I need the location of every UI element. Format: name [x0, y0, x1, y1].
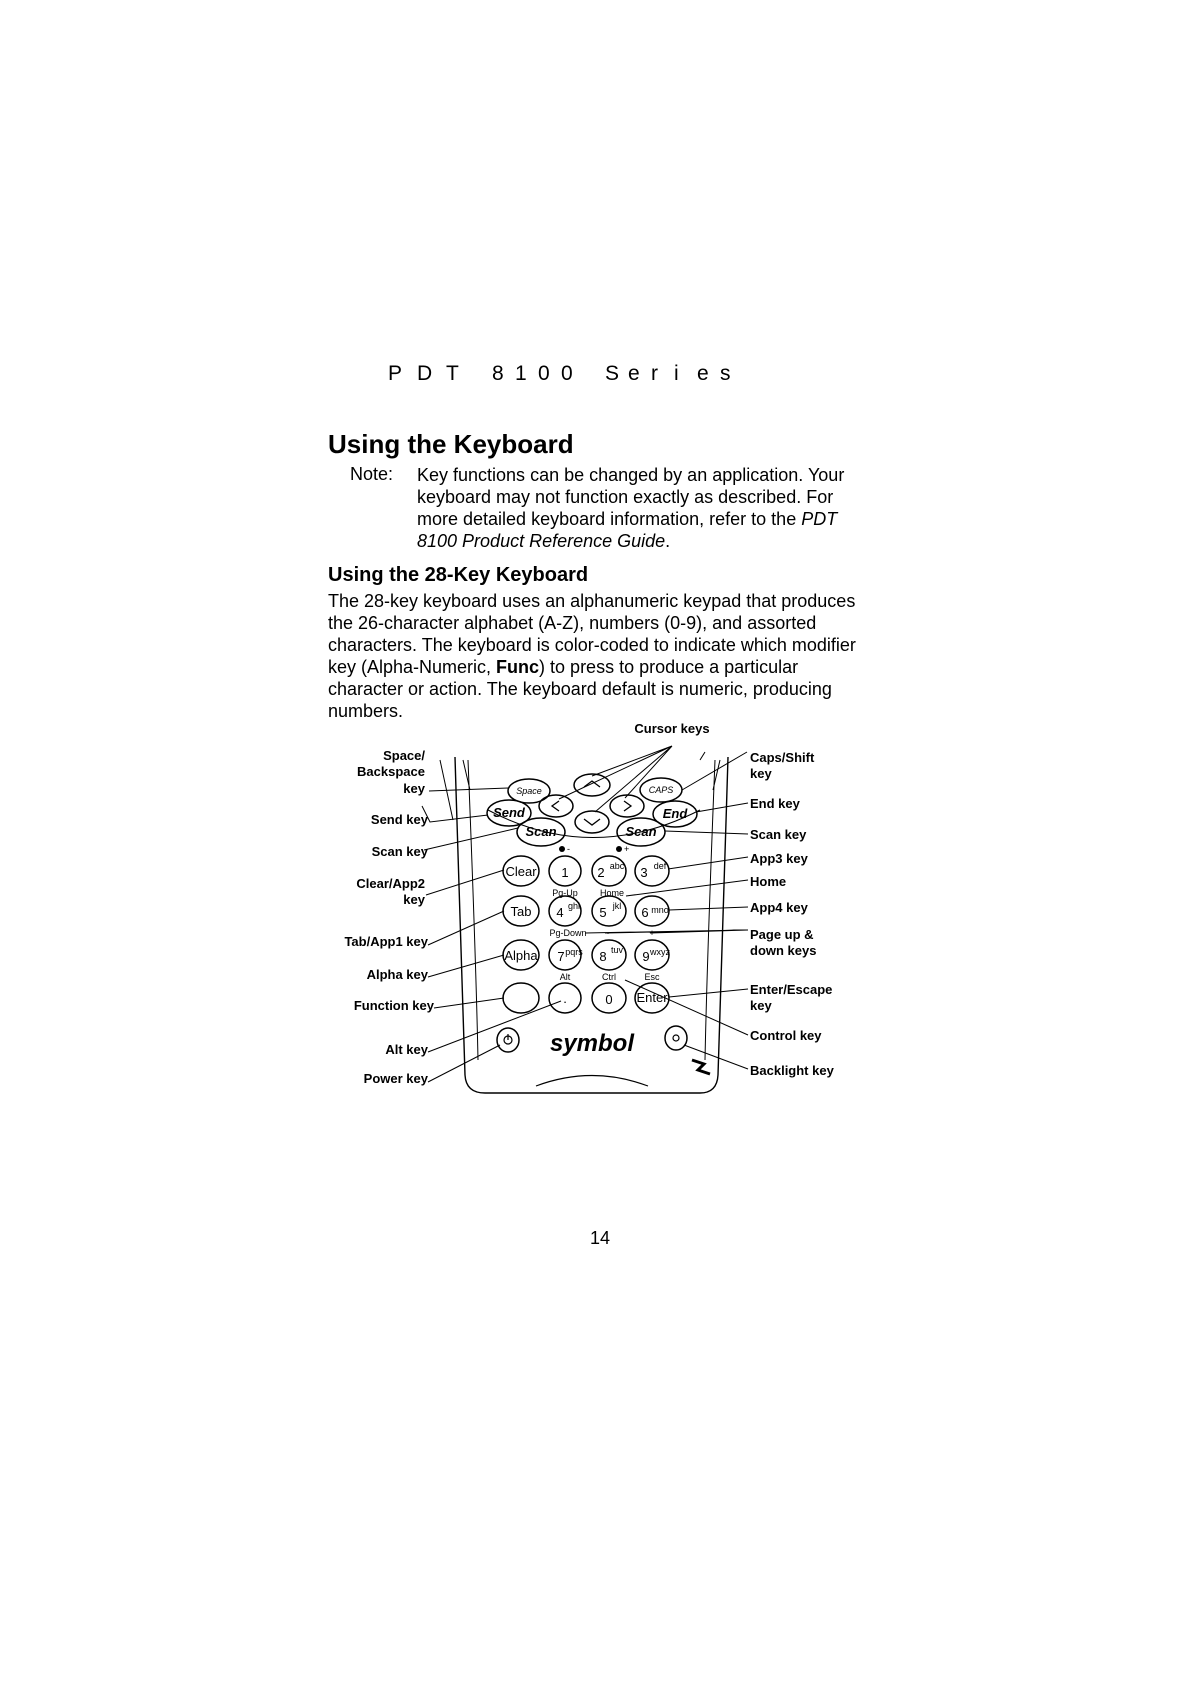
function-callout: Function key — [353, 998, 434, 1013]
alpha-key-label: Alpha — [504, 948, 538, 963]
contrast-down-icon — [559, 846, 565, 852]
key-8-letters: tuv — [610, 945, 624, 955]
home-label: Home — [599, 888, 625, 898]
caps-callout: Caps/Shift — [750, 750, 815, 765]
backlight-key[interactable] — [665, 1026, 687, 1050]
home-callout: Home — [750, 874, 787, 889]
key-2-label: 2 — [597, 865, 605, 880]
send-key-label: Send — [493, 805, 525, 820]
key-8-label: 8 — [599, 949, 607, 964]
control-callout: Control key — [750, 1028, 822, 1043]
header-letter: S — [605, 362, 620, 385]
backlight-icon — [673, 1035, 679, 1041]
tab-callout: Tab/App1 key — [344, 934, 428, 949]
space-callout: Space/ — [383, 748, 425, 763]
header-letter: D — [417, 362, 433, 385]
key-1-label: 1 — [561, 865, 569, 880]
key-9-letters: wxyz — [650, 947, 670, 957]
key-3-letters: def — [653, 861, 667, 871]
esc-label: Esc — [644, 972, 660, 982]
cursor-down-key[interactable] — [575, 811, 609, 833]
scan-key-left-label: Scan — [525, 824, 557, 839]
note-text-end: . — [665, 531, 671, 551]
enter-callout-2: key — [750, 998, 772, 1013]
cursor-keys-callout: Cursor keys — [634, 721, 710, 736]
page-callout-2: down keys — [750, 943, 817, 958]
header-letter: i — [674, 362, 679, 385]
function-key[interactable] — [503, 983, 539, 1013]
clear-callout-2: key — [403, 892, 425, 907]
space-callout-2: Backspace — [357, 764, 425, 779]
key-6-letters: mno — [651, 905, 669, 915]
paragraph-text: The 28-key keyboard uses an alphanumeric keypad that produces the 26-character alphabet (A-Z), numbers (0-9), and assorted characters. The keyboard is color-coded to indicate which modifier key (Alpha-Numeric, — [328, 591, 856, 677]
space-key-label: Space — [516, 786, 542, 796]
scan-left-callout: Scan key — [371, 844, 428, 859]
symbol-mark-icon — [692, 1060, 710, 1074]
caps-key-label: CAPS — [648, 785, 674, 795]
note-reference-guide: PDT 8100 Product Reference Guide — [417, 509, 838, 551]
power-callout: Power key — [363, 1071, 428, 1086]
header-letter: 0 — [538, 362, 550, 385]
header-letter: r — [651, 362, 658, 385]
space-callout-3: key — [403, 781, 425, 796]
backlight-callout: Backlight key — [750, 1063, 834, 1078]
contrast-plus: + — [624, 844, 630, 854]
app3-callout: App3 key — [750, 851, 808, 866]
alpha-callout: Alpha key — [366, 967, 428, 982]
key-4-letters: ghi — [567, 901, 581, 911]
contrast-minus: - — [567, 844, 570, 854]
key-7-label: 7 — [557, 949, 565, 964]
key-0-label: 0 — [605, 992, 613, 1007]
key-5-letters: jkl — [612, 901, 622, 911]
key-2-letters: abc — [609, 861, 625, 871]
minus-label: - — [606, 928, 610, 938]
header-letter: 0 — [561, 362, 573, 385]
ctrl-label: Ctrl — [602, 972, 616, 982]
paragraph-func: Func — [496, 657, 540, 677]
header-letter: 8 — [492, 362, 504, 385]
pgup-label: Pg-Up — [552, 888, 578, 898]
caps-callout-2: key — [750, 766, 772, 781]
clear-key-label: Clear — [505, 864, 537, 879]
key-5-label: 5 — [599, 905, 607, 920]
tab-key-label: Tab — [510, 904, 532, 919]
cursor-left-key[interactable] — [539, 795, 573, 817]
end-callout: End key — [750, 796, 800, 811]
note-label: Note: — [350, 464, 394, 484]
enter-key-label: Enter — [636, 990, 668, 1005]
header-letter: e — [628, 362, 640, 385]
end-key-label: End — [662, 806, 688, 821]
key-4-label: 4 — [556, 905, 564, 920]
alt-label: Alt — [559, 972, 571, 982]
key-9-label: 9 — [642, 949, 650, 964]
header-letter: e — [697, 362, 709, 385]
header-letter: P — [388, 362, 403, 385]
pgdown-label: Pg-Down — [549, 928, 587, 938]
page-number: 14 — [590, 1228, 611, 1248]
send-callout: Send key — [370, 812, 428, 827]
note-text-main: Key functions can be changed by an application. Your keyboard may not function exactly as described. For more detailed keyboard information, refer to the — [417, 465, 845, 529]
app4-callout: App4 key — [750, 900, 808, 915]
header-letter: 1 — [515, 362, 527, 385]
section-title: Using the 28-Key Keyboard — [328, 564, 589, 586]
scan-right-callout: Scan key — [750, 827, 807, 842]
key-dot-label: . — [563, 991, 567, 1006]
alt-callout: Alt key — [385, 1042, 428, 1057]
clear-callout: Clear/App2 — [356, 876, 425, 891]
page-callout: Page up & — [750, 927, 814, 942]
key-6-label: 6 — [641, 905, 649, 920]
header-letter: T — [446, 362, 459, 385]
enter-callout: Enter/Escape — [750, 982, 833, 997]
symbol-logo: symbol — [549, 1030, 635, 1057]
cursor-right-key[interactable] — [610, 795, 644, 817]
key-7-letters: pqrs — [565, 947, 583, 957]
contrast-up-icon — [616, 846, 622, 852]
scan-key-right-label: Scan — [625, 824, 657, 839]
page-title: Using the Keyboard — [328, 429, 574, 459]
paragraph-text-end: ) to press to produce a particular character or action. The keyboard default is numeric, producing numbers. — [328, 657, 832, 721]
plus-label: + — [649, 928, 655, 938]
key-3-label: 3 — [640, 865, 648, 880]
header-letter: s — [720, 362, 731, 385]
